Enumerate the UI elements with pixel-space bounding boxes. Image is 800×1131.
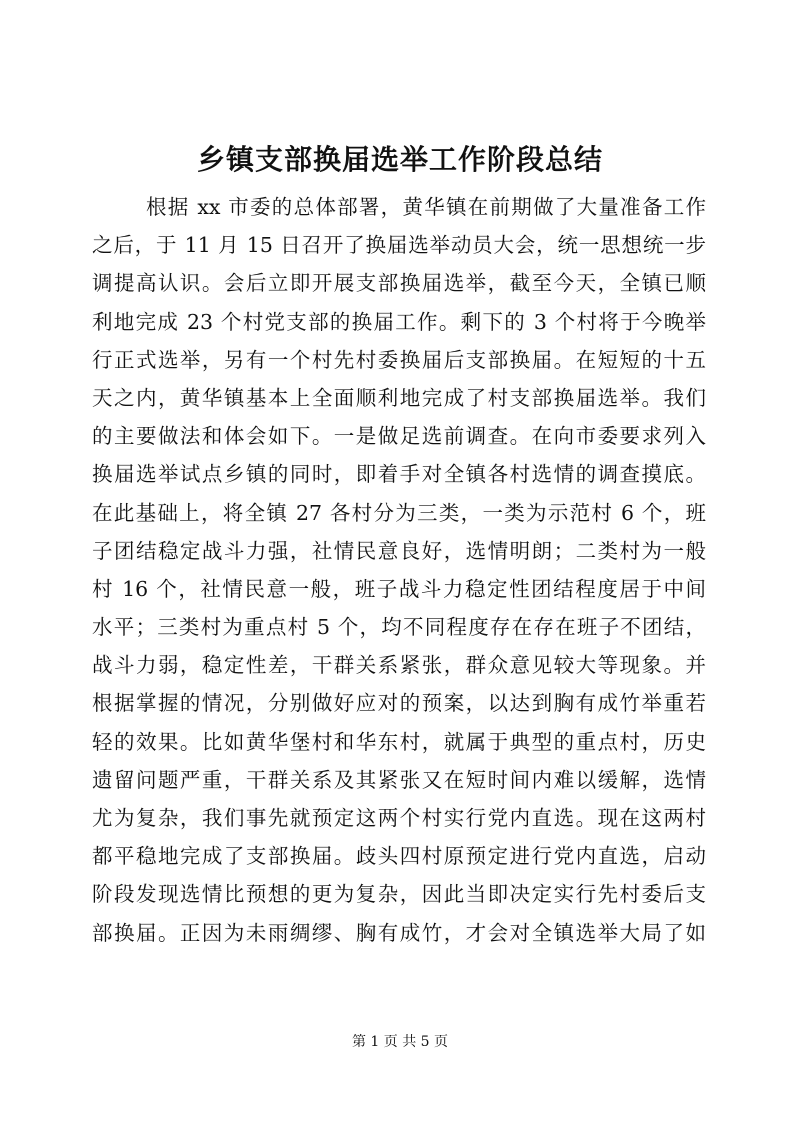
body-line: 行正式选举，另有一个村先村委换届后支部换届。在短短的十五 — [92, 347, 706, 372]
body-line: 天之内，黄华镇基本上全面顺利地完成了村支部换届选举。我们 — [92, 385, 706, 410]
body-line: 轻的效果。比如黄华堡村和华东村，就属于典型的重点村，历史 — [92, 729, 706, 754]
body-line: 的主要做法和体会如下。一是做足选前调查。在向市委要求列入 — [92, 424, 706, 449]
body-line: 调提高认识。会后立即开展支部换届选举，截至今天，全镇已顺 — [92, 271, 706, 296]
body-line: 根据 xx 市委的总体部署，黄华镇在前期做了大量准备工作 — [146, 195, 706, 219]
body-line: 子团结稳定战斗力强，社情民意良好，选情明朗；二类村为一般 — [92, 538, 706, 563]
body-line: 换届选举试点乡镇的同时，即着手对全镇各村选情的调查摸底。 — [92, 462, 706, 487]
body-line: 根据掌握的情况，分别做好应对的预案，以达到胸有成竹举重若 — [92, 691, 706, 716]
body-line: 之后，于 11 月 15 日召开了换届选举动员大会，统一思想统一步 — [92, 233, 706, 258]
body-line: 村 16 个，社情民意一般，班子战斗力稳定性团结程度居于中间 — [92, 576, 706, 601]
page-number-footer: 第 1 页 共 5 页 — [351, 1034, 449, 1050]
body-line: 水平；三类村为重点村 5 个，均不同程度存在存在班子不团结， — [92, 615, 706, 640]
body-line: 在此基础上，将全镇 27 各村分为三类，一类为示范村 6 个，班 — [92, 500, 706, 525]
document-body — [92, 188, 706, 952]
body-line: 利地完成 23 个村党支部的换届工作。剩下的 3 个村将于今晚举 — [92, 309, 706, 334]
body-line: 尤为复杂，我们事先就预定这两个村实行党内直选。现在这两村 — [92, 806, 706, 830]
body-line: 遗留问题严重，干群关系及其紧张又在短时间内难以缓解，选情 — [92, 767, 706, 792]
body-line: 阶段发现选情比预想的更为复杂，因此当即决定实行先村委后支 — [92, 882, 706, 907]
document-title: 乡镇支部换届选举工作阶段总结 — [196, 143, 603, 176]
body-line: 部换届。正因为未雨绸缪、胸有成竹，才会对全镇选举大局了如 — [92, 920, 706, 945]
body-line: 都平稳地完成了支部换届。歧头四村原预定进行党内直选，启动 — [92, 844, 706, 869]
body-line: 战斗力弱，稳定性差，干群关系紧张，群众意见较大等现象。并 — [92, 653, 706, 678]
